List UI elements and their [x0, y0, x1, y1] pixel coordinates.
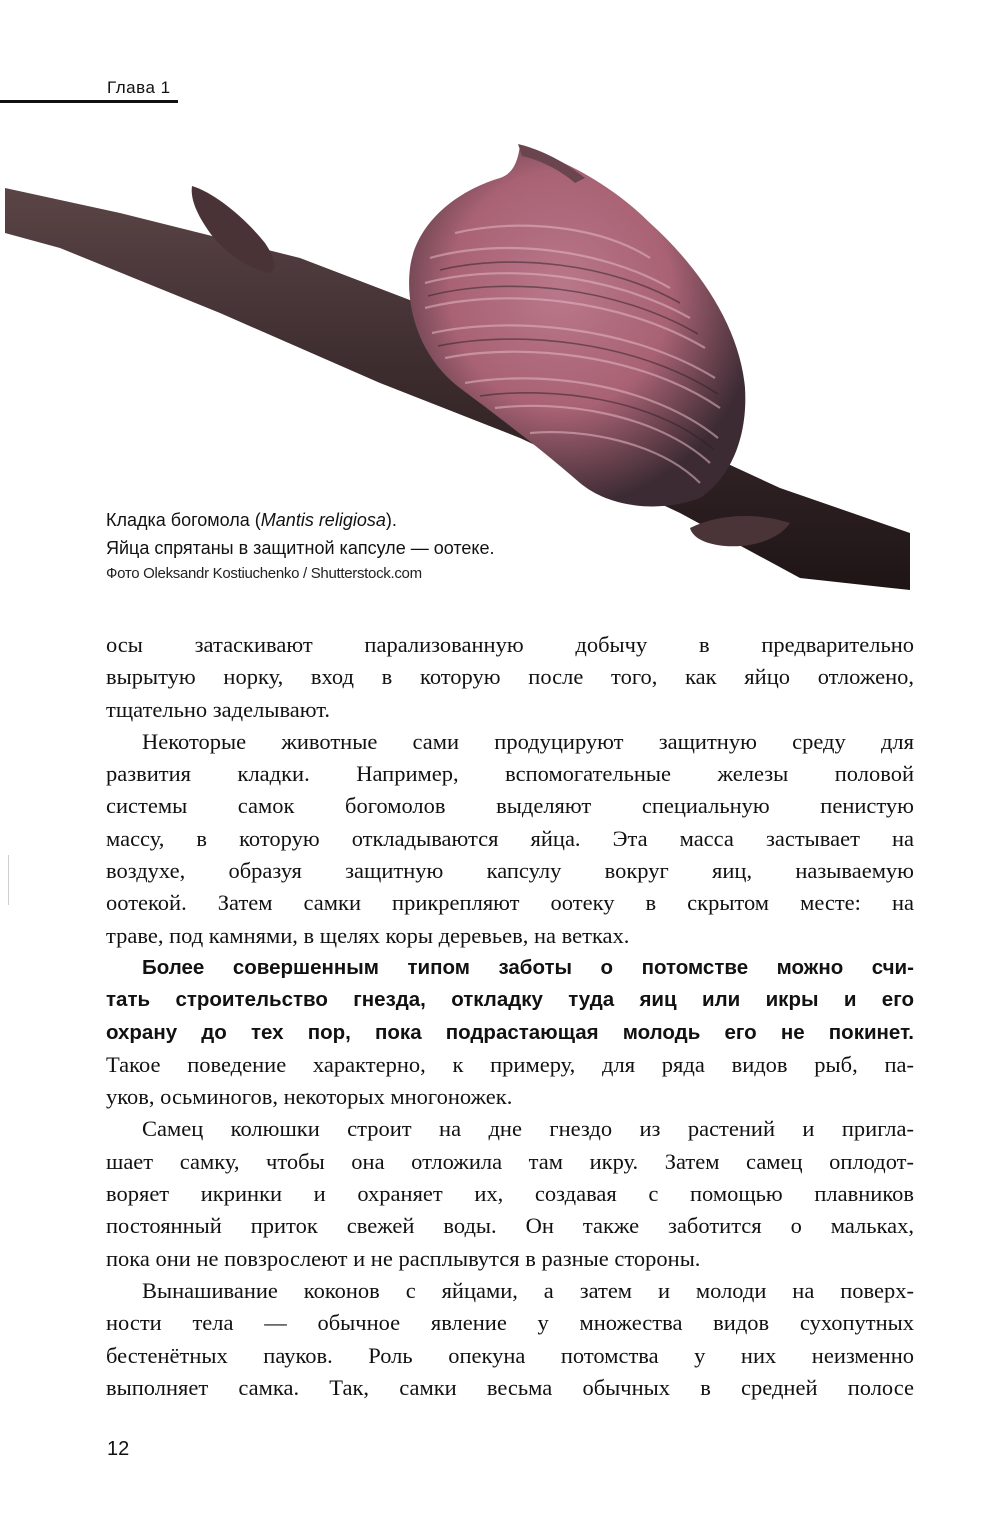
paragraph-1: [106, 629, 914, 726]
text-line: воздухе, образуя защитную капсулу вокруг яиц, называемую: [106, 858, 914, 884]
text-line: постоянный приток свежей воды. Он также заботится о мальках,: [106, 1213, 914, 1239]
text-line: Самец колюшки строит на дне гнездо из растений и пригла-: [142, 1116, 914, 1142]
figure-caption: [106, 506, 626, 586]
paragraph-4: [106, 1113, 914, 1274]
caption-species: Mantis religiosa: [260, 510, 386, 530]
caption-line-1: [106, 506, 626, 534]
text-line: траве, под камнями, в щелях коры деревьев, на ветках.: [106, 922, 630, 948]
text-line: воряет икринки и охраняет их, создавая с помощью плавников: [106, 1181, 914, 1207]
caption-suffix: ).: [385, 510, 397, 530]
scan-margin-mark: [8, 855, 9, 905]
body-text: [106, 629, 914, 1404]
text-line: Вынашивание коконов с яйцами, а затем и молоди на поверх-: [142, 1277, 914, 1303]
page-number: 12: [107, 1438, 130, 1460]
bold-text-line: тать строительство гнезда, откладку туда яиц или икры и его: [106, 988, 914, 1012]
text-line: ности тела — обычное явление у множества видов сухопутных: [106, 1310, 914, 1336]
text-line: оотекой. Затем самки прикрепляют оотеку в скрытом месте: на: [106, 890, 914, 916]
text-line: системы самок богомолов выделяют специальную пенистую: [106, 793, 914, 819]
text-line: шает самку, чтобы она отложила там икру. Затем самец оплодот-: [106, 1148, 914, 1174]
running-head: Глава 1: [107, 78, 171, 97]
caption-line-2: Яйца спрятаны в защитной капсуле — оотеке.: [106, 538, 495, 558]
header-rule: [0, 100, 178, 103]
text-line: Такое поведение характерно, к примеру, для ряда видов рыб, па-: [106, 1051, 914, 1077]
bold-text-line: охрану до тех пор, пока подрастающая молодь его не покинет.: [106, 1020, 914, 1044]
text-line: пока они не повзрослеют и не расплывутся в разные стороны.: [106, 1245, 701, 1271]
text-line: массу, в которую откладываются яйца. Эта масса застывает на: [106, 825, 914, 851]
text-line: Некоторые животные сами продуцируют защитную среду для: [142, 728, 914, 754]
photo-credit: Фото Oleksandr Kostiuchenko / Shutterstock.com: [106, 565, 422, 582]
text-line: уков, осьминогов, некоторых многоножек.: [106, 1084, 513, 1110]
bold-text-line: Более совершенным типом заботы о потомстве можно счи-: [142, 955, 914, 979]
paragraph-2: [106, 726, 914, 952]
text-line: вырытую норку, вход в которую после того, как яйцо отложено,: [106, 664, 914, 690]
text-line: выполняет самка. Так, самки весьма обычных в средней полосе: [106, 1374, 914, 1400]
ootheca-shape: [409, 146, 745, 506]
text-line: бестенётных пауков. Роль опекуна потомства у них неизменно: [106, 1342, 914, 1368]
paragraph-5: [106, 1275, 914, 1404]
caption-prefix: Кладка богомола (: [106, 510, 261, 530]
text-line: осы затаскивают парализованную добычу в предварительно: [106, 632, 914, 657]
text-line: развития кладки. Например, вспомогательные железы половой: [106, 761, 914, 787]
paragraph-3: [106, 952, 914, 1113]
text-line: тщательно заделывают.: [106, 696, 331, 722]
